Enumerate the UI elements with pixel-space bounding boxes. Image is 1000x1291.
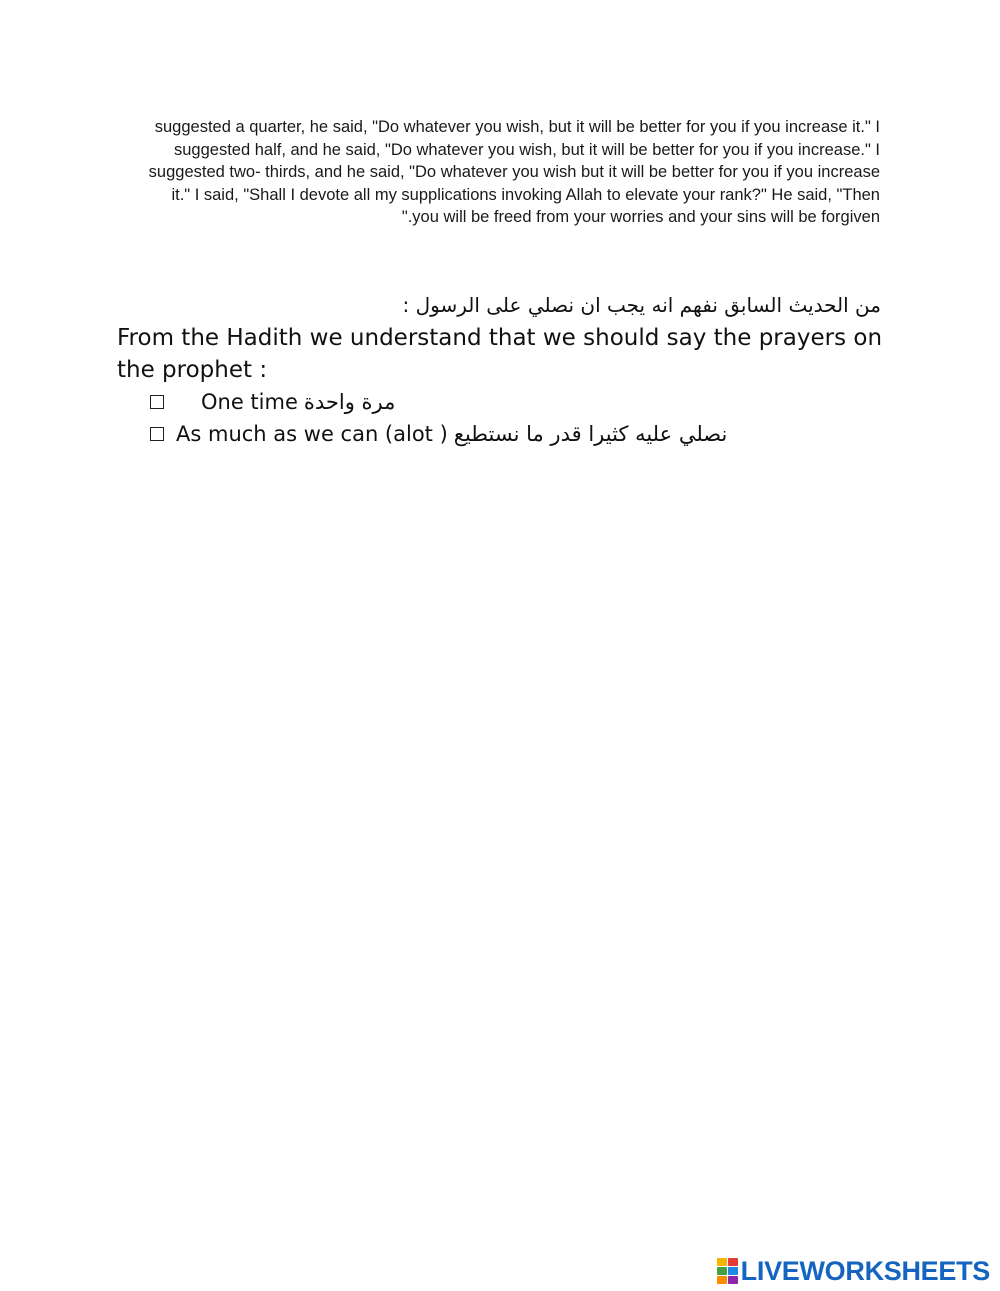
logo-square	[728, 1276, 738, 1284]
option-one-time-english: One time	[201, 390, 298, 414]
checkbox-as-much-as-we-can[interactable]	[150, 427, 164, 441]
logo-square	[717, 1267, 727, 1275]
hadith-line: suggested a quarter, he said, "Do whatever you wish, but it will be better for you if you increase it." I	[154, 118, 880, 136]
brand-name: LIVEWORKSHEETS	[740, 1256, 990, 1286]
logo-square	[728, 1267, 738, 1275]
logo-square	[728, 1258, 738, 1266]
hadith-line: suggested two- thirds, and he said, "Do whatever you wish but it will be better for you if you increase	[148, 163, 880, 182]
hadith-text-block	[118, 116, 880, 229]
question-arabic: من الحديث السابق نفهم انه يجب ان نصلي على الرسول :	[402, 293, 881, 317]
hadith-line: it." I said, "Shall I devote all my supplications invoking Allah to elevate your rank?" He said, "Then	[171, 185, 880, 204]
logo-square	[717, 1276, 727, 1284]
checkbox-one-time[interactable]	[150, 395, 164, 409]
hadith-line: you will be freed from your worries and your sins will be forgiven."	[401, 208, 880, 227]
question-english: From the Hadith we understand that we should say the prayers on the prophet :	[117, 325, 883, 383]
liveworksheets-logo-icon	[717, 1258, 738, 1284]
liveworksheets-logo	[717, 1255, 990, 1287]
option-as-much-arabic: نصلي عليه كثيرا قدر ما نستطيع	[453, 422, 728, 446]
option-one-time-arabic: مرة واحدة	[303, 390, 396, 414]
option-one-time[interactable]	[150, 390, 395, 414]
hadith-line: suggested half, and he said, "Do whatever you wish, but it will be better for you if you increase." I	[173, 140, 880, 159]
logo-square	[717, 1258, 727, 1266]
option-as-much-as-we-can[interactable]	[150, 422, 727, 446]
option-as-much-english: As much as we can (alot )	[176, 422, 448, 446]
